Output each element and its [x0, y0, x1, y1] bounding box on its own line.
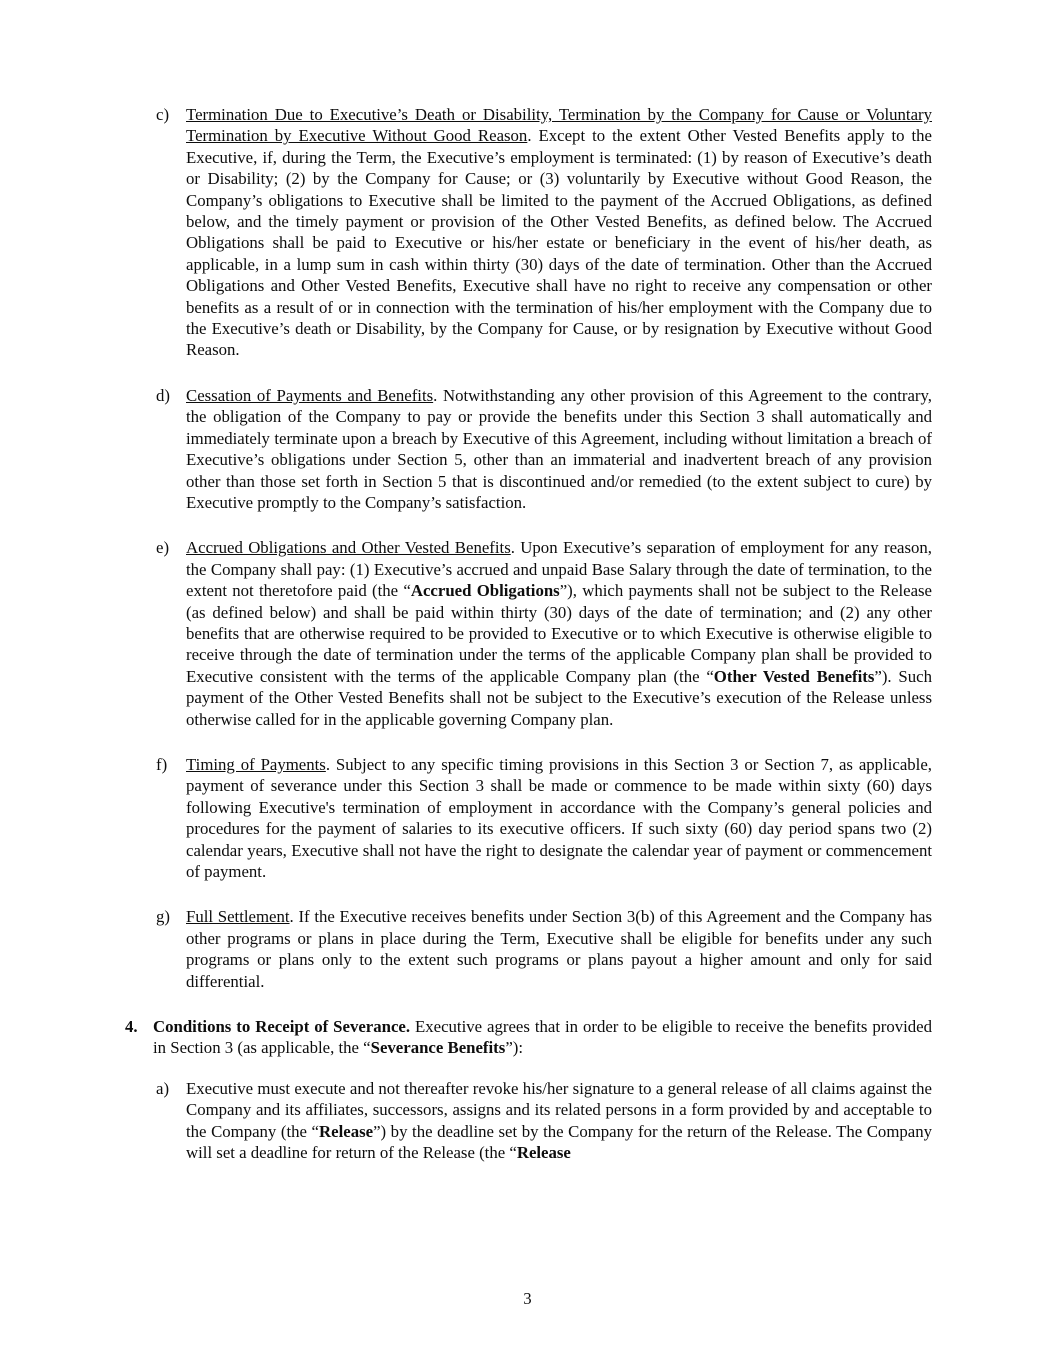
page-number: 3 [523, 1289, 532, 1308]
item-label: f) [156, 754, 168, 774]
bold-term: Accrued Obligations [410, 581, 560, 601]
document-items [123, 104, 932, 1187]
underlined-heading: Timing of Payments [186, 754, 326, 774]
item-label: a) [156, 1078, 170, 1098]
item-label: d) [156, 385, 170, 405]
text-run: ”): [505, 1038, 524, 1058]
text-run: . Except to the extent Other Vested Benefits apply to the Executive, if, during the Term, the Executive’s employment is terminated: (1) by reason of Executive’s death or Disability; (2) by the Company for Cause; or (3) voluntarily by Executive without Good Reason, the Company’s obligations to Executive shall be limited to the payment of the Accrued Obligations, as defined below, and the timely payment or provision of the Other Vested Benefits, as defined below. The Accrued Obligations shall be paid to Executive or his/her estate or beneficiary in the event of his/her death, as applicable, in a lump sum in cash within thirty (30) days of the date of termination. Other than the Accrued Obligations and Other Vested Benefits, Executive shall have no right to receive any compensation or other benefits as a result of or in connection with the termination of his/her employment with the Company due to the Executive’s death or Disability, by the Company for Cause, or by resignation by Executive without Good Reason. [186, 126, 932, 360]
item-text [186, 1078, 932, 1164]
text-run: ”). Such payment of the Other Vested Benefits shall not be subject to the Executive’s execution of the Release unless otherwise called for in the applicable governing Company plan. [186, 666, 932, 729]
underlined-heading: Accrued Obligations and Other Vested Benefits [186, 538, 511, 558]
item-text [186, 104, 932, 361]
paragraph-a [123, 1078, 932, 1164]
paragraph-f [123, 754, 932, 882]
bold-term: Release [516, 1143, 571, 1163]
item-text [186, 754, 932, 882]
text-run: Executive must execute and not thereafter revoke his/her signature to a general release of all claims against the Company and its affiliates, successors, assigns and its related persons in a form provided by and acceptable to the Company (the “ [186, 1078, 932, 1141]
section-4 [123, 1016, 932, 1059]
underlined-heading: Termination Due to Executive’s Death or Disability, Termination by the Company for Cause or Voluntary Termination by Executive Without Good Reason [186, 105, 932, 146]
bold-term: Conditions to Receipt of Severance. [153, 1017, 411, 1037]
item-text [153, 1016, 932, 1059]
text-run: Executive agrees that in order to be eligible to receive the benefits provided in Section 3 (as applicable, the “ [153, 1017, 932, 1058]
bold-term: Other Vested Benefits [713, 666, 875, 686]
text-run: ”), which payments shall not be subject to the Release (as defined below) and shall be paid within thirty (30) days of the date of termination; and (2) any other benefits that are otherwise required to be provided to Executive or to which Executive is otherwise eligible to receive through the date of termination under the terms of the applicable Company plan shall be provided to Executive consistent with the terms of the applicable Company plan (the “ [186, 581, 932, 686]
underlined-heading: Cessation of Payments and Benefits [186, 385, 434, 405]
item-text [186, 385, 932, 513]
text-run: . If the Executive receives benefits under Section 3(b) of this Agreement and the Company has other programs or plans in place during the Term, Executive shall be eligible for benefits under any such programs or plans only to the extent such programs or plans payout a higher amount and only for said differential. [186, 907, 932, 991]
text-run: . Subject to any specific timing provisions in this Section 3 or Section 7, as applicable, payment of severance under this Section 3 shall be made or commence to be made within sixty (60) days following Executive's termination of employment in accordance with the Company’s general policies and procedures for the payment of salaries to its executive officers. If such sixty (60) day period spans two (2) calendar years, Executive shall not have the right to designate the calendar year of payment or commencement of payment. [186, 754, 932, 881]
text-run: . Upon Executive’s separation of employment for any reason, the Company shall pay: (1) Executive’s accrued and unpaid Base Salary through the date of termination, to the extent not theretofore paid (the “ [186, 538, 932, 601]
item-text [186, 537, 932, 730]
underlined-heading: Full Settlement [186, 907, 290, 927]
item-label: g) [156, 907, 170, 927]
item-label: e) [156, 538, 170, 558]
paragraph-g [123, 906, 932, 992]
bold-term: Release [319, 1121, 374, 1141]
paragraph-d [123, 385, 932, 513]
item-label: 4. [125, 1017, 138, 1037]
item-text [186, 906, 932, 992]
paragraph-e [123, 537, 932, 730]
bold-term: Severance Benefits [370, 1038, 506, 1058]
text-run: ”) by the deadline set by the Company for the return of the Release. The Company will set a deadline for return of the Release (the “ [186, 1121, 932, 1163]
item-label: c) [156, 105, 170, 124]
text-run: . Notwithstanding any other provision of this Agreement to the contrary, the obligation of the Company to pay or provide the benefits under this Section 3 shall automatically and immediately terminate upon a breach by Executive of this Agreement, including without limitation a breach of Executive’s obligations under Section 5, other than an immaterial and inadvertent breach of any provision other than those set forth in Section 5 that is discontinued and/or remedied (to the extent subject to cure) by Executive promptly to the Company’s satisfaction. [186, 385, 932, 512]
paragraph-c [123, 104, 932, 361]
